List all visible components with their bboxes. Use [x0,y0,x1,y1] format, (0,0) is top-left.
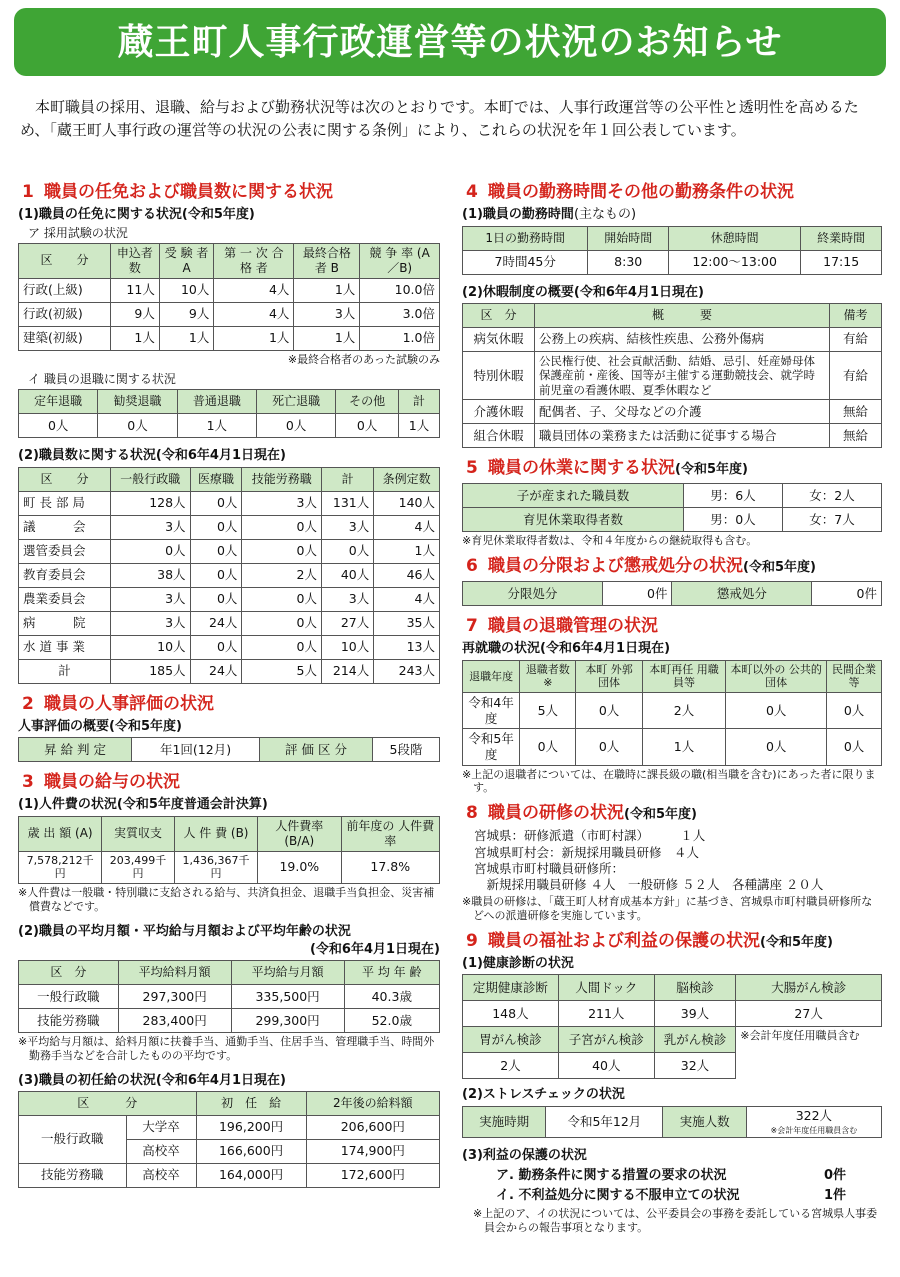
table-cell: 高校卒 [126,1139,196,1163]
table-cell: 大腸がん検診 [736,975,882,1001]
table-cell: 11人 [111,278,160,302]
table-cell: 8:30 [588,250,669,274]
table-cell: 40人 [321,563,373,587]
table-cell: 1.0倍 [360,326,440,350]
section-7-heading: 7 職員の退職管理の状況 [466,616,658,637]
table-cell: 12:00〜13:00 [669,250,801,274]
section-9-heading: 9 職員の福祉および利益の保護の状況(令和5年度) [466,930,833,951]
table-cell: 令和5年度 [463,729,520,765]
table-row [19,1163,440,1187]
table-cell: 昇 給 判 定 [19,738,132,762]
table-row [463,508,882,532]
table-cell: 0人 [827,693,882,729]
table-header: 区 分 [19,1091,197,1115]
section-1-sub1: (1)職員の任免に関する状況(令和5年度) [18,207,255,223]
section-9-sub2: (2)ストレスチェックの状況 [462,1087,625,1103]
table-cell: 0人 [242,611,322,635]
table-cell: 一般行政職 [19,985,119,1009]
table-cell: 203,499千円 [102,851,175,884]
training-line: 宮城県：研修派遣（市町村課） １人 [474,828,706,844]
table-cell: 27人 [736,1001,882,1027]
table-header: 1日の勤務時間 [463,226,588,250]
leave-of-absence-table [462,483,882,532]
table-cell: 3人 [242,491,322,515]
training-line: 宮城県市町村職員研修所： [474,860,625,876]
table-cell: 職員団体の業務または活動に従事する場合 [535,423,830,447]
list-item: イ. 不利益処分に関する不服申立ての状況 1件 [496,1187,847,1203]
leave-of-absence-note: ※育児休業取得者数は、令和４年度からの継続取得も含む。 [462,534,758,548]
table-cell: 0人 [242,539,322,563]
table-cell: 有給 [830,351,882,399]
evaluation-table [18,737,440,762]
table-header: 定年退職 [19,390,98,414]
table-header: 第 一 次 合 格 者 [214,243,294,278]
table-cell: 評 価 区 分 [259,738,372,762]
table-cell: 1人 [642,729,726,765]
staff-count-table [18,467,440,684]
table-cell: 一般行政職 [19,1115,127,1163]
table-header: 平均給与月額 [231,961,344,985]
table-cell: 140人 [374,491,440,515]
table-cell: 大学卒 [126,1115,196,1139]
table-cell: 特別休暇 [463,351,535,399]
leave-table [462,303,882,448]
table-cell: 4人 [374,587,440,611]
table-header: 人件費率 (B/A) [258,816,341,851]
table-cell: 2人 [463,1053,559,1079]
stress-count: 322人 [795,1107,833,1123]
table-cell: 子宮がん検診 [558,1027,654,1053]
retirement-title: イ 職員の退職に関する状況 [28,372,176,387]
table-cell: 計 [19,659,111,683]
table-cell: 32人 [654,1053,736,1079]
table-cell: 農業委員会 [19,587,111,611]
table-cell: 1人 [294,278,360,302]
table-header: 普通退職 [177,390,256,414]
table-cell: 1人 [294,326,360,350]
table-cell: 0人 [321,539,373,563]
table-cell: 0人 [242,635,322,659]
table-cell: 組合休暇 [463,423,535,447]
table-cell: 24人 [190,611,242,635]
table-cell: 0人 [827,729,882,765]
table-cell: 0人 [98,414,177,438]
page-title: 蔵王町人事行政運営等の状況のお知らせ [14,8,886,76]
stress-check-table [462,1106,882,1139]
table-cell: 実施時期 [463,1106,546,1138]
table-cell: 38人 [111,563,191,587]
table-header: 競 争 率 (A／B) [360,243,440,278]
table-cell: 0人 [256,414,335,438]
table-cell: 172,600円 [306,1163,439,1187]
personnel-cost-table [18,816,440,885]
table-cell: 335,500円 [231,985,344,1009]
retirement-table [18,389,440,438]
table-header: 医療職 [190,467,242,491]
section-4-sub2: (2)休暇制度の概要(令和6年4月1日現在) [462,284,704,300]
section-6-heading: 6 職員の分限および懲戒処分の状況(令和5年度) [466,555,816,576]
table-cell: 1人 [111,326,160,350]
table-header: 本町以外の 公共的団体 [726,660,827,693]
table-cell: 174,900円 [306,1139,439,1163]
table-cell: 19.0% [258,851,341,884]
table-row [19,278,440,302]
table-cell: 4人 [214,302,294,326]
table-cell: 町 長 部 局 [19,491,111,515]
table-header: 人 件 費 (B) [174,816,257,851]
table-header: 前年度の 人件費率 [341,816,439,851]
table-cell: 0人 [726,693,827,729]
intro-text: 本町職員の採用、退職、給与および勤務状況等は次のとおりです。本町では、人事行政運営等の公平性と透明性を高めるため、「蔵王町人事行政の運営等の状況の公表に関する条例」により、これらの状況を年１回公表しています。 [20,98,859,139]
table-row [19,587,440,611]
section-3-heading: 3 職員の給与の状況 [22,772,180,792]
table-cell: 3人 [294,302,360,326]
table-header: 計 [321,467,373,491]
table-cell: 3.0倍 [360,302,440,326]
table-cell: 乳がん検診 [654,1027,736,1053]
table-cell: 0人 [576,729,642,765]
table-row [19,414,440,438]
table-cell: 10人 [321,635,373,659]
table-row [19,302,440,326]
table-cell: 17:15 [801,250,882,274]
table-cell: 148人 [463,1001,559,1027]
table-row [463,1001,882,1027]
table-cell: 17.8% [341,851,439,884]
table-row [19,539,440,563]
table-cell: 無給 [830,399,882,423]
table-cell: 1人 [177,414,256,438]
section-2-heading: 2 職員の人事評価の状況 [22,693,214,714]
table-cell: 0人 [190,563,242,587]
table-row [463,729,882,765]
table-cell: 有給 [830,327,882,351]
personnel-cost-note: ※人件費は一般職・特別職に支給される給与、共済負担金、退職手当負担金、災害補償費などです。 [18,886,435,913]
table-cell: 定期健康診断 [463,975,559,1001]
table-cell: 人間ドック [558,975,654,1001]
table-cell: 0人 [576,693,642,729]
table-cell: 育児休業取得者数 [463,508,684,532]
recruitment-note: ※最終合格者のあった試験のみ [287,352,440,366]
average-salary-table [18,960,440,1033]
training-line: 宮城県町村会：新規採用職員研修 ４人 [474,844,700,860]
table-cell: 男：6人 [683,484,782,508]
table-row [19,985,440,1009]
reemployment-table [462,660,882,766]
table-cell: 令和5年12月 [546,1106,663,1138]
table-cell: 1,436,367千円 [174,851,257,884]
table-cell: 令和4年度 [463,693,520,729]
table-cell: 283,400円 [118,1009,231,1033]
table-header: 条例定数 [374,467,440,491]
average-salary-note: ※平均給与月額は、給料月額に扶養手当、通勤手当、住居手当、管理職手当、時間外勤務手当などを合計したものの平均です。 [18,1035,435,1062]
table-header: 平 均 年 齢 [344,961,439,985]
table-header: 本町 外郭団体 [576,660,642,693]
section-4-heading: 4 職員の勤務時間その他の勤務条件の状況 [466,182,794,202]
table-header: 勧奨退職 [98,390,177,414]
list-item: ア. 勤務条件に関する措置の要求の状況 0件 [496,1168,847,1184]
table-cell: 7時間45分 [463,250,588,274]
table-cell: 9人 [111,302,160,326]
table-cell: 39人 [654,1001,736,1027]
table-cell: 女：7人 [782,508,881,532]
table-cell: 3人 [111,611,191,635]
table-row [19,1115,440,1139]
table-cell: 女：2人 [782,484,881,508]
table-cell: 4人 [374,515,440,539]
table-row [463,1027,882,1053]
table-header: 退職者数 ※ [520,660,576,693]
section-9-sub3: (3)利益の保護の状況 [462,1148,587,1164]
training-line: 新規採用職員研修 ４人 一般研修 ５２人 各種講座 ２０人 [474,877,824,893]
table-header: 受 験 者 A [159,243,214,278]
table-cell: 10人 [159,278,214,302]
table-row [19,1009,440,1033]
table-cell: 0人 [19,414,98,438]
table-cell: 懲戒処分 [672,582,812,606]
table-cell: 3人 [321,515,373,539]
table-header: 本町再任 用職員等 [642,660,726,693]
table-cell: 脳検診 [654,975,736,1001]
table-cell: 4人 [214,278,294,302]
table-cell: 0件 [602,582,672,606]
table-cell: 52.0歳 [344,1009,439,1033]
stress-note: ※会計年度任用職員含む [770,1125,858,1135]
table-header: 区 分 [19,243,111,278]
table-cell: 建築(初級) [19,326,111,350]
section-8-heading: 8 職員の研修の状況(令和5年度) [466,803,697,824]
table-cell: 40.3歳 [344,985,439,1009]
table-row [19,563,440,587]
section-2-sub: 人事評価の概要(令和5年度) [18,718,182,734]
table-row [19,611,440,635]
table-cell: 243人 [374,659,440,683]
table-cell: 1人 [398,414,439,438]
table-cell: 206,600円 [306,1115,439,1139]
table-cell: 1人 [159,326,214,350]
table-cell: 40人 [558,1053,654,1079]
table-row [463,693,882,729]
protection-note: ※上記のア、イの状況については、公平委員会の事務を委託している宮城県人事委員会からの報告事項となります。 [473,1207,878,1235]
table-cell: 技能労務職 [19,1009,119,1033]
table-cell: 211人 [558,1001,654,1027]
table-cell: 年1回(12月) [132,738,260,762]
left-column [18,176,440,1188]
table-cell: 196,200円 [196,1115,306,1139]
table-cell: 5段階 [373,738,440,762]
table-cell: 27人 [321,611,373,635]
table-cell: 0人 [726,729,827,765]
table-cell: 高校卒 [126,1163,196,1187]
table-cell: 公民権行使、社会貢献活動、結婚、忌引、妊産婦母体保護産前・産後、国等が主催する運動競技会、就学時前児童の看護休暇、夏季休暇など [535,351,830,399]
table-cell: 0人 [190,539,242,563]
table-cell: 131人 [321,491,373,515]
working-hours-table [462,226,882,275]
table-row [19,491,440,515]
table-header: 休憩時間 [669,226,801,250]
section-4-sub1: (1)職員の勤務時間(主なもの) [462,207,637,223]
table-row [463,423,882,447]
section-1-sub2: (2)職員数に関する状況(令和6年4月1日現在) [18,448,286,464]
table-cell: 1人 [214,326,294,350]
table-cell: 2人 [242,563,322,587]
section-3-sub2: (2)職員の平均月額・平均給与月額および平均年齢の状況 [18,923,351,939]
reemployment-note: ※上記の退職者については、在職時に課長級の職(相当職を含む)にあった者に限ります。 [462,767,876,795]
starting-salary-table [18,1091,440,1188]
table-header: 歳 出 額 (A) [19,816,102,851]
table-cell: 164,000円 [196,1163,306,1187]
table-row [463,399,882,423]
training-note: ※職員の研修は、「蔵王町人材育成基本方針」に基づき、宮城県市町村職員研修所などへの派遣研修を実施しています。 [462,895,873,923]
protection-list [462,1166,882,1205]
table-cell: 299,300円 [231,1009,344,1033]
table-row [463,975,882,1001]
table-cell: 0人 [190,587,242,611]
table-row [463,250,882,274]
table-row [19,738,440,762]
table-cell: 185人 [111,659,191,683]
table-row [19,659,440,683]
table-cell: 0人 [190,515,242,539]
table-header: 区 分 [19,961,119,985]
table-header: 2年後の給料額 [306,1091,439,1115]
table-cell: 9人 [159,302,214,326]
right-column [462,176,882,1235]
table-row [19,326,440,350]
disciplinary-table [462,581,882,606]
table-row [463,582,882,606]
table-cell: 選管委員会 [19,539,111,563]
table-row [463,1106,882,1138]
table-cell: 技能労務職 [19,1163,127,1187]
table-cell: 0件 [812,582,882,606]
table-header: 最終合格者 B [294,243,360,278]
table-row [19,851,440,884]
table-header: 一般行政職 [111,467,191,491]
table-cell: 3人 [111,515,191,539]
section-9-sub1: (1)健康診断の状況 [462,956,574,972]
table-cell: 0人 [242,515,322,539]
table-cell: 無給 [830,423,882,447]
table-cell: 35人 [374,611,440,635]
table-cell: 7,578,212千円 [19,851,102,884]
table-cell: 297,300円 [118,985,231,1009]
table-header: 計 [398,390,439,414]
table-cell: 病 院 [19,611,111,635]
table-cell: 0人 [111,539,191,563]
table-cell: 13人 [374,635,440,659]
table-header: 実質収支 [102,816,175,851]
table-cell: 214人 [321,659,373,683]
table-cell: 1人 [374,539,440,563]
table-cell: 0人 [520,729,576,765]
table-cell [746,1106,881,1138]
section-5-heading: 5 職員の休業に関する状況(令和5年度) [466,457,748,478]
table-cell: 128人 [111,491,191,515]
table-cell: 0人 [190,491,242,515]
table-header: 区 分 [19,467,111,491]
table-cell: 胃がん検診 [463,1027,559,1053]
table-cell: 男：0人 [683,508,782,532]
table-row [19,515,440,539]
table-cell: 議 会 [19,515,111,539]
table-cell: 実施人数 [663,1106,746,1138]
table-cell: 10人 [111,635,191,659]
table-cell: 介護休暇 [463,399,535,423]
table-cell: 0人 [190,635,242,659]
table-cell: 公務上の疾病、結核性疾患、公務外傷病 [535,327,830,351]
table-cell: 3人 [111,587,191,611]
section-1-heading: 1 職員の任免および職員数に関する状況 [22,182,333,202]
table-header: 退職年度 [463,660,520,693]
table-header: 技能労務職 [242,467,322,491]
table-header: 開始時間 [588,226,669,250]
table-cell: 0人 [336,414,399,438]
table-cell: 分限処分 [463,582,603,606]
table-header: 備考 [830,303,882,327]
table-header: 申込者数 [111,243,160,278]
recruitment-table [18,243,440,351]
table-header: 終業時間 [801,226,882,250]
table-cell: 46人 [374,563,440,587]
table-cell: 2人 [642,693,726,729]
table-cell: 3人 [321,587,373,611]
health-check-note: ※会計年度任用職員含む [740,1029,860,1043]
table-cell: 子が産まれた職員数 [463,484,684,508]
table-header: 初 任 給 [196,1091,306,1115]
table-cell: 病気休暇 [463,327,535,351]
table-cell: 教育委員会 [19,563,111,587]
table-cell: 行政(初級) [19,302,111,326]
section-3-sub1: (1)人件費の状況(令和5年度普通会計決算) [18,797,268,813]
table-header: 平均給料月額 [118,961,231,985]
table-cell: 0人 [242,587,322,611]
section-3-sub2-date: (令和6年4月1日現在) [309,941,440,957]
table-cell: 5人 [242,659,322,683]
table-header: 民間企業等 [827,660,882,693]
table-row [19,635,440,659]
table-cell: 水 道 事 業 [19,635,111,659]
table-cell: 24人 [190,659,242,683]
table-cell: 配偶者、子、父母などの介護 [535,399,830,423]
table-cell: 166,600円 [196,1139,306,1163]
table-cell: 5人 [520,693,576,729]
table-header: 概 要 [535,303,830,327]
table-row [463,327,882,351]
table-header: 区 分 [463,303,535,327]
table-row [463,484,882,508]
table-cell: 10.0倍 [360,278,440,302]
table-cell: 行政(上級) [19,278,111,302]
table-header: その他 [336,390,399,414]
health-check-table [462,974,882,1079]
recruitment-title: ア 採用試験の状況 [28,225,128,240]
table-header: 死亡退職 [256,390,335,414]
table-row [463,351,882,399]
section-7-sub: 再就職の状況(令和6年4月1日現在) [462,641,671,657]
section-3-sub3: (3)職員の初任給の状況(令和6年4月1日現在) [18,1072,286,1088]
